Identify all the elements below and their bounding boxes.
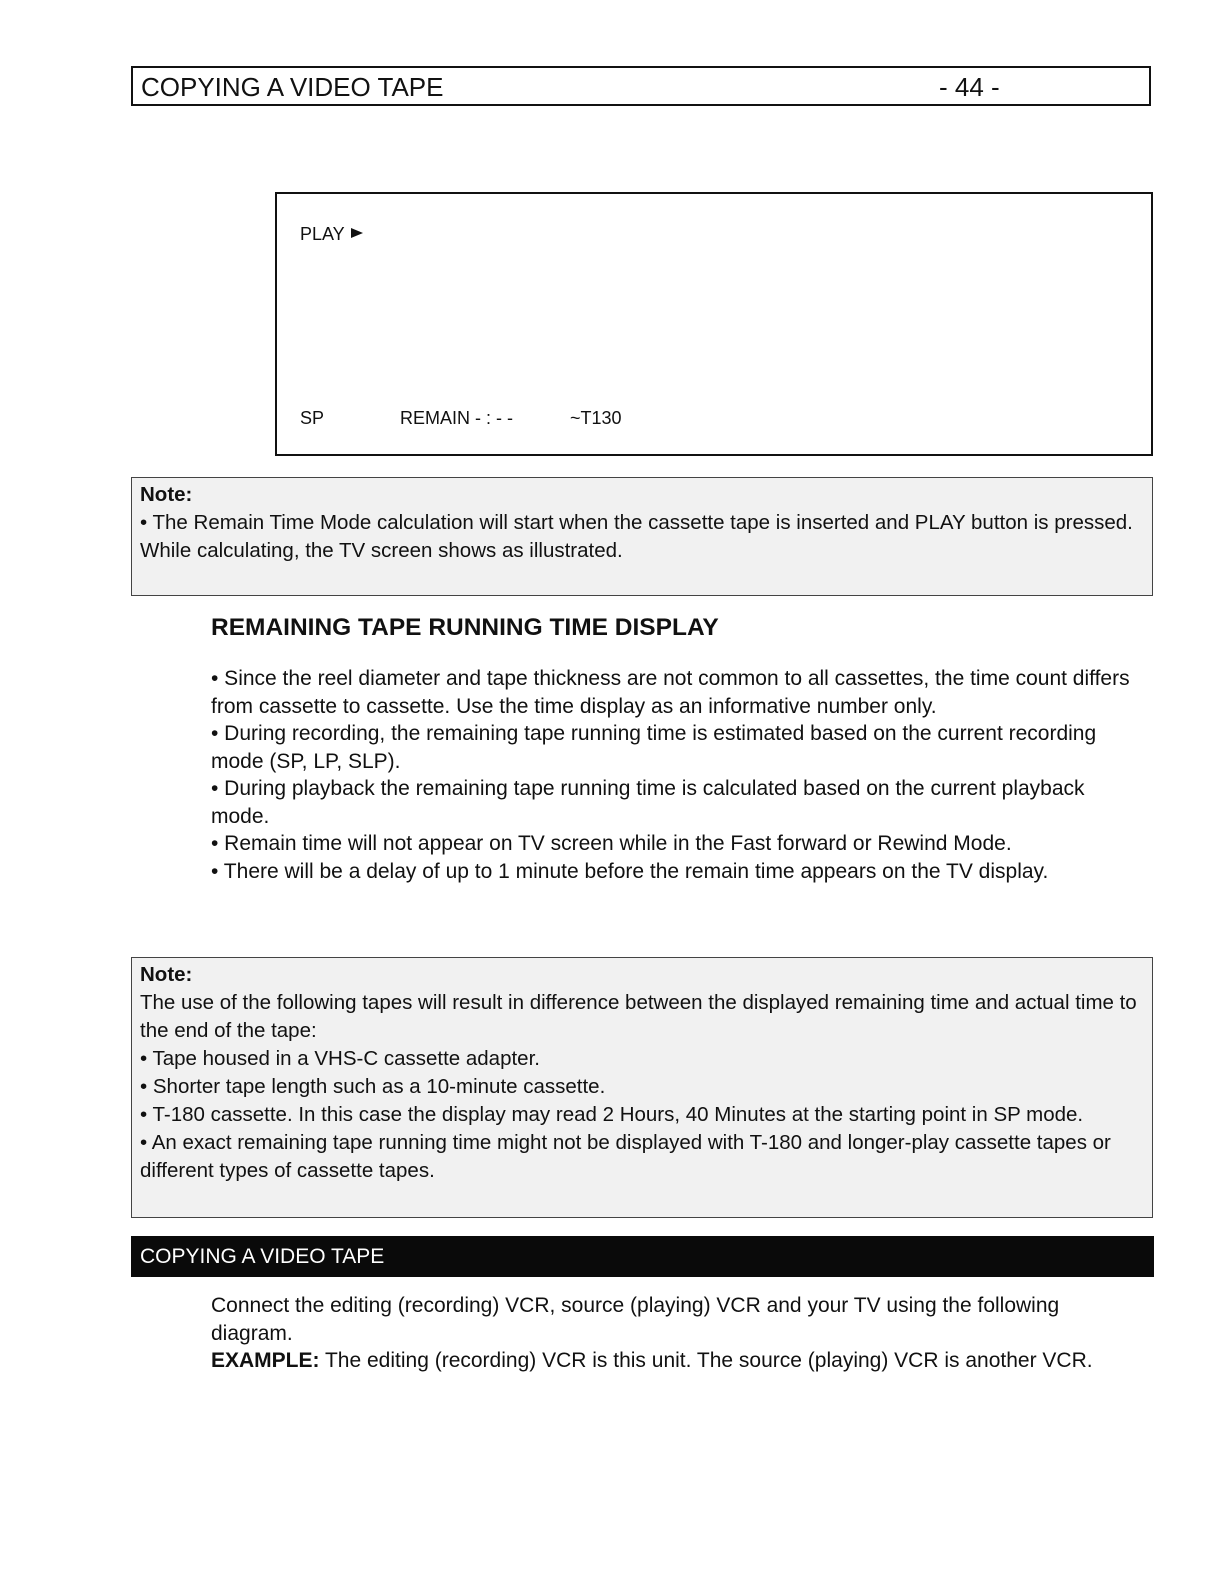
- example-label: EXAMPLE:: [211, 1349, 320, 1372]
- tv-remain-readout: REMAIN - : - -: [400, 408, 513, 428]
- bullet-item: • During playback the remaining tape running time is calculated based on the current playback mode.: [211, 777, 1085, 828]
- note-line: While calculating, the TV screen shows as illustrated.: [140, 539, 623, 562]
- tv-play-indicator: [300, 224, 363, 245]
- tv-play-label: PLAY: [300, 224, 345, 244]
- example-text: The editing (recording) VCR is this unit. The source (playing) VCR is another VCR.: [319, 1349, 1093, 1372]
- note-line: • The Remain Time Mode calculation will start when the cassette tape is inserted and PLAY button is pressed.: [140, 511, 1133, 534]
- remaining-time-bullets: [211, 665, 1141, 885]
- page-title: COPYING A VIDEO TAPE: [141, 72, 444, 102]
- note-box-remain-calculation: [131, 477, 1153, 596]
- tv-screen-illustration: [275, 192, 1153, 456]
- tv-tape-speed: SP: [300, 408, 325, 428]
- note-title: Note:: [140, 483, 193, 506]
- note-line: • Tape housed in a VHS-C cassette adapter.: [140, 1047, 540, 1070]
- page-header: [131, 66, 1151, 106]
- note-line: • Shorter tape length such as a 10-minute cassette.: [140, 1075, 606, 1098]
- play-arrow-icon: [351, 228, 363, 238]
- note-box-tape-differences: [131, 957, 1153, 1218]
- bullet-item: • There will be a delay of up to 1 minute before the remain time appears on the TV display.: [211, 859, 1049, 883]
- section-title-bar-label: COPYING A VIDEO TAPE: [140, 1245, 385, 1268]
- note-line: • An exact remaining tape running time might not be displayed with T-180 and longer-play cassette tapes or different types of cassette tapes.: [140, 1131, 1111, 1182]
- tv-tape-type: ~T130: [570, 408, 622, 428]
- bullet-item: • Since the reel diameter and tape thickness are not common to all cassettes, the time count differs from cassette to cassette. Use the time display as an informative number only.: [211, 667, 1130, 718]
- note-title: Note:: [140, 963, 193, 986]
- intro-paragraph: Connect the editing (recording) VCR, source (playing) VCR and your TV using the following diagram.: [211, 1294, 1060, 1345]
- bullet-item: • During recording, the remaining tape running time is estimated based on the current recording mode (SP, LP, SLP).: [211, 722, 1097, 773]
- note-line: The use of the following tapes will result in difference between the displayed remaining time and actual time to the end of the tape:: [140, 991, 1137, 1042]
- section-heading: REMAINING TAPE RUNNING TIME DISPLAY: [211, 614, 719, 641]
- bullet-item: • Remain time will not appear on TV screen while in the Fast forward or Rewind Mode.: [211, 832, 1012, 855]
- copy-intro: [211, 1292, 1141, 1375]
- section-title-bar: [131, 1236, 1154, 1277]
- example-paragraph: [211, 1347, 1141, 1375]
- page-number: - 44 -: [939, 72, 1000, 102]
- note-line: • T-180 cassette. In this case the display may read 2 Hours, 40 Minutes at the starting point in SP mode.: [140, 1103, 1084, 1126]
